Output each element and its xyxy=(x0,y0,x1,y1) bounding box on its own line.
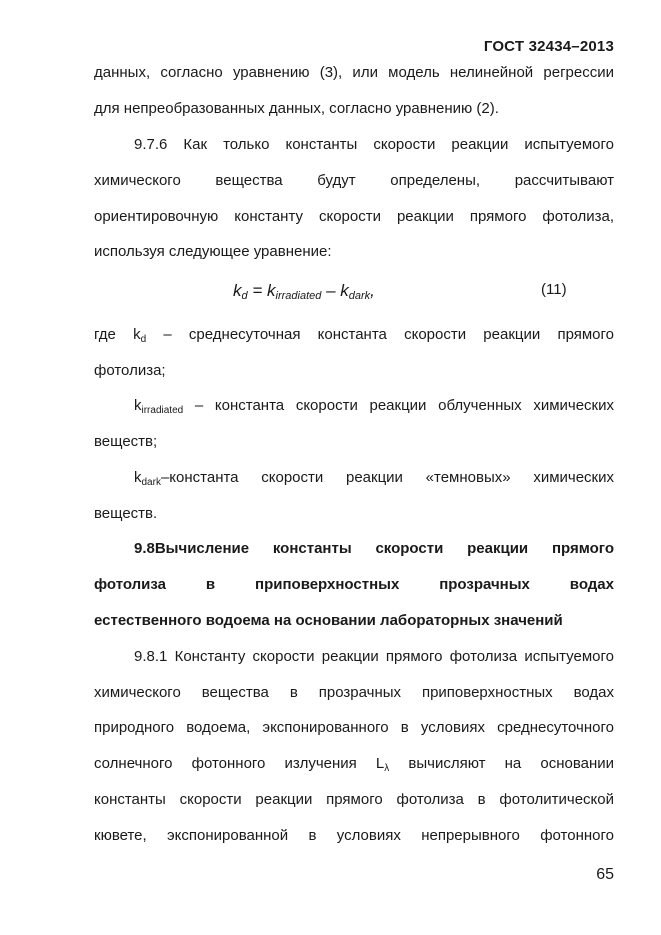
equation-number: (11) xyxy=(541,281,567,298)
def-text: –константа скорости реакции «темновых» химических xyxy=(160,469,614,486)
text-line: данных, согласно уравнению (3), или модель нелинейной регрессии xyxy=(94,64,614,81)
def-text: – константа скорости реакции облученных химических xyxy=(183,397,614,414)
equation-k: k xyxy=(340,281,349,300)
page-number: 65 xyxy=(596,866,614,883)
section-heading: фотолиза в приповерхностных прозрачных водах xyxy=(94,576,614,593)
def-text: k xyxy=(134,469,142,486)
definition-line: веществ. xyxy=(94,505,158,522)
equation-sub: irradiated xyxy=(275,290,322,302)
document-header: ГОСТ 32434–2013 xyxy=(483,38,614,55)
def-sub: d xyxy=(140,334,147,345)
def-text: k xyxy=(134,397,142,414)
section-heading: естественного водоема на основании лабораторных значений xyxy=(94,612,563,629)
definition-line xyxy=(94,326,614,349)
definition-line xyxy=(134,397,614,420)
text-line: 9.7.6 Как только константы скорости реакции испытуемого xyxy=(134,136,614,153)
section-heading: 9.8Вычисление константы скорости реакции прямого xyxy=(134,540,614,557)
text-line: химического вещества в прозрачных приповерхностных водах xyxy=(94,684,614,701)
def-text: где k xyxy=(94,326,141,343)
para-text: вычисляют на основании xyxy=(389,755,615,772)
def-sub: dark xyxy=(141,477,161,488)
def-sub: irradiated xyxy=(141,405,184,416)
definition-line xyxy=(134,469,614,492)
equation-sub: dark xyxy=(348,290,371,302)
para-sub: λ xyxy=(384,763,390,774)
definition-line: фотолиза; xyxy=(94,362,166,379)
equation-sub: d xyxy=(241,290,248,302)
text-line: 9.8.1 Константу скорости реакции прямого фотолиза испытуемого xyxy=(134,648,614,665)
equation-k: k xyxy=(267,281,276,300)
equation xyxy=(233,281,375,302)
text-line: используя следующее уравнение: xyxy=(94,243,332,260)
text-line: природного водоема, экспонированного в условиях среднесуточного xyxy=(94,719,614,736)
definition-line: веществ; xyxy=(94,433,158,450)
text-line: константы скорости реакции прямого фотолиза в фотолитической xyxy=(94,791,614,808)
text-line xyxy=(94,755,614,778)
equation-op: – xyxy=(321,281,341,300)
para-text: солнечного фотонного излучения L xyxy=(94,755,385,772)
equation-op: , xyxy=(370,281,375,300)
text-line: химического вещества будут определены, рассчитывают xyxy=(94,172,614,189)
text-line: кювете, экспонированной в условиях непрерывного фотонного xyxy=(94,827,614,844)
text-line: ориентировочную константу скорости реакции прямого фотолиза, xyxy=(94,208,614,225)
equation-op: = xyxy=(247,281,267,300)
text-line: для непреобразованных данных, согласно уравнению (2). xyxy=(94,100,499,117)
def-text: – среднесуточная константа скорости реакции прямого xyxy=(146,326,615,343)
equation-k: k xyxy=(233,281,242,300)
